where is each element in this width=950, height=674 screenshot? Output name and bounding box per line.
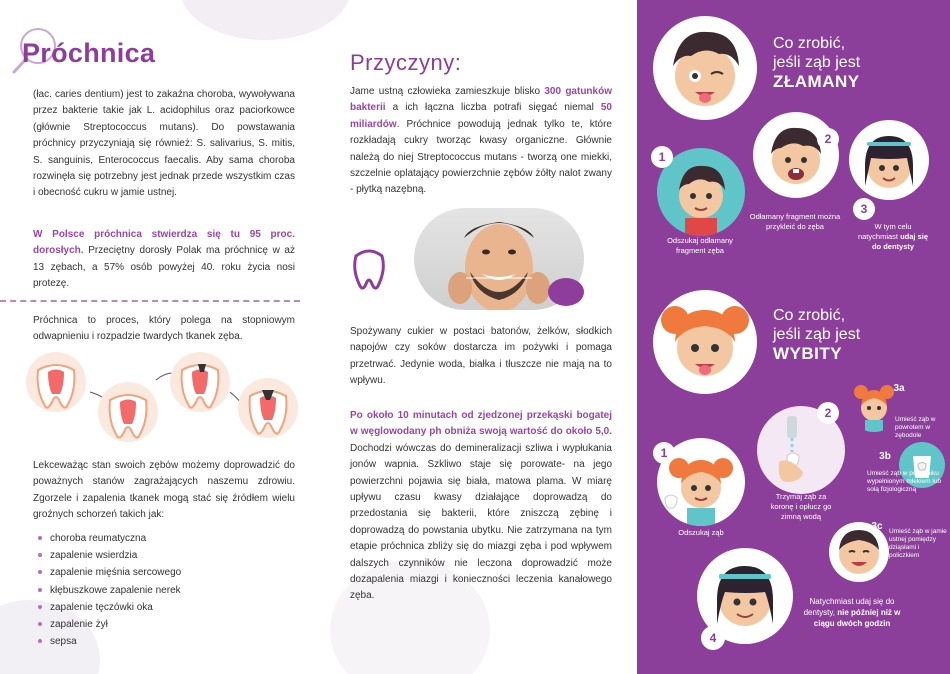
list-item: zapalenie mięśnia sercowego <box>36 564 286 581</box>
broken-step2-caption: Odłamany fragment można przykleić do zęba <box>749 212 841 231</box>
sugar-paragraph: Spożywany cukier w postaci batonów, żelków, słodkich napojów czy soków dostarcza im pożywki i pomaga przetrwać. Jedynie woda, białka i tłuszcze nie mają na to wpływu. <box>350 326 612 387</box>
step-badge: 3b <box>879 451 891 462</box>
knocked-step4-text: Natychmiast udaj się do dentysty, <box>803 597 895 617</box>
bacteria-text-b: a ich łączna liczba potrafi sięgać niemal <box>385 102 601 114</box>
step-badge: 2 <box>817 128 839 150</box>
list-item: zapalenie tęczówki oka <box>36 599 286 616</box>
girl-main-avatar <box>653 290 757 394</box>
tooth-decay-stages <box>18 352 300 442</box>
tooth-stage-4-icon <box>238 378 298 438</box>
boy-main-avatar <box>653 16 757 120</box>
knocked-step4-emphasis: nie później niż w ciągu dwóch godzin <box>813 608 901 628</box>
boy-step2-avatar <box>753 112 839 198</box>
knocked-step3b-caption: Umieść ząb w pojemniku wypełnionym mlekiem lub solą fizjologiczną <box>867 470 942 493</box>
knocked-step4-caption <box>793 596 911 629</box>
step-badge: 2 <box>817 402 839 424</box>
broken-step3-caption <box>855 222 931 252</box>
knocked-title-line2: jeśli ząb jest <box>773 326 861 343</box>
poland-stat-highlight: W Polsce próchnica stwierdza się tu 95 proc. dorosłych. <box>33 229 295 257</box>
knocked-title-keyword: WYBITY <box>773 344 843 363</box>
causes-heading: Przyczyny: <box>350 50 462 75</box>
broken-step3-emphasis: udaj się do dentysty <box>871 232 929 251</box>
process-paragraph: Próchnica to proces, który polega na stopniowym odwapnieniu i rozpadzie twardych tkanek zęba. <box>33 315 295 343</box>
step-badge: 1 <box>653 442 675 464</box>
tooth-stage-1-icon <box>26 352 86 412</box>
list-item: choroba reumatyczna <box>36 530 286 547</box>
step-badge: 3 <box>853 198 875 220</box>
poland-stat-paragraph <box>33 227 295 293</box>
tooth-stage-2-icon <box>98 382 158 442</box>
step-badge: 4 <box>701 626 725 650</box>
ph-rest: Dochodzi wówczas do demineralizacji szliwa i wypłukania jonów wapnia. Szkliwo staje się porowate- na jego powierzchni pojawia się biała, matowa plama. W miarę upływu czasu kwasy działające doprowadzą do przedostania się bakterii, które zniszczą zębinę i doprowadzą do powstania ubytku. Nie zatrzymana na tym etapie próchnica zbliży się do miazgi zęba i pod wpływem dalszych czynników nie leczona doprowadzić może dozapalenia miazgi i konieczności leczenia kanałowego zęba. <box>350 442 612 602</box>
list-item: kłębuszkowe zapalenie nerek <box>36 582 286 599</box>
list-item: sepsa <box>36 633 286 650</box>
disease-list <box>36 530 286 650</box>
broken-step1-caption: Odszukaj odłamany fragment zęba <box>667 236 733 255</box>
photo-accent-blob <box>548 278 584 306</box>
step-badge: 1 <box>651 146 673 168</box>
neglect-paragraph: Lekceważąc stan swoich zębów możemy doprowadzić do poważnych stanów zagrażających naszemu zdrowiu. Zgorzele i zapalenia tkanek mogą stać się źródłem wielu groźnych schorzeń takich jak: <box>33 460 295 521</box>
broken-title-keyword: ZŁAMANY <box>773 72 860 91</box>
tooth-outline-icon <box>350 246 388 292</box>
knocked-step3a-caption: Umieść ząb w powrotem w zębodole <box>895 416 936 439</box>
broken-title <box>773 34 860 92</box>
bacteria-text-c: . Próchnice powodują jednak tylko te, które rozkładają cukry tworząc kwasy organiczne. Głównie należą do niej Streptococcus mutans - tworzą one miekki, szczelnie oplatający powierzchnie zębów żółty nalot zwany - płytką nazębną. <box>350 118 612 196</box>
broken-title-line1: Co zrobić, <box>773 35 846 52</box>
bacteria-count-highlight: 300 gatunków bakterii <box>350 86 612 114</box>
step-badge: 3c <box>871 521 883 532</box>
tooth-stage-3-icon <box>170 352 230 412</box>
bg-blob-top <box>180 0 350 40</box>
first-aid-panel <box>637 0 950 674</box>
divider-left <box>0 300 300 302</box>
step-badge: 3a <box>893 383 905 394</box>
knocked-title-line1: Co zrobić, <box>773 307 846 324</box>
knocked-step2-caption: Trzymaj ząb za koronę i opłucz go zimną wodą <box>770 492 832 521</box>
poland-stat-rest: Przeciętny dorosły Polak ma próchnicę w aż 13 zębach, a 57% osób powyżej 40. roku życia nosi protezę. <box>33 245 295 290</box>
bacteria-total-highlight: 50 miliardów <box>350 102 612 130</box>
page-title: Próchnica <box>22 38 156 68</box>
knocked-step1-caption: Odszukaj ząb <box>678 528 724 537</box>
bacteria-paragraph <box>350 84 612 199</box>
knocked-title <box>773 306 860 364</box>
list-item: zapalenie żył <box>36 616 286 633</box>
ph-highlight: Po około 10 minutach od zjedzonej przekąski bogatej w węglowodany ph obniża swoją wartość do około 5,0. <box>350 410 612 438</box>
list-item: zapalenie wsierdzia <box>36 547 286 564</box>
ph-paragraph <box>350 408 612 605</box>
knocked-step3c-caption: Umieść ząb w jamie ustnej pomiędzy dziąsłami i policzkiem <box>889 528 947 559</box>
bacteria-text-a: Jame ustną człowieka zamieszkuje blisko <box>350 86 545 97</box>
intro-paragraph: (łac. caries dentium) jest to zakaźna choroba, wywoływana przez bakterie takie jak L. acidophilus oraz paciorkowce (głównie Streptococcus mutans). Do powstawania próchnicy przyczyniają się również: S. salivarius, S. mitis, S. sanguinis, Enterococcus faecalis. Aby sama choroba rozwinęła się potrzebny jest jednak przede wszystkim czas i obecność cukru w jamie ustnej. <box>33 89 295 199</box>
broken-title-line2: jeśli ząb jest <box>773 54 861 71</box>
broken-step3-text: W tym celu natychmiast <box>857 222 912 241</box>
girl-step3-avatar <box>849 120 929 200</box>
